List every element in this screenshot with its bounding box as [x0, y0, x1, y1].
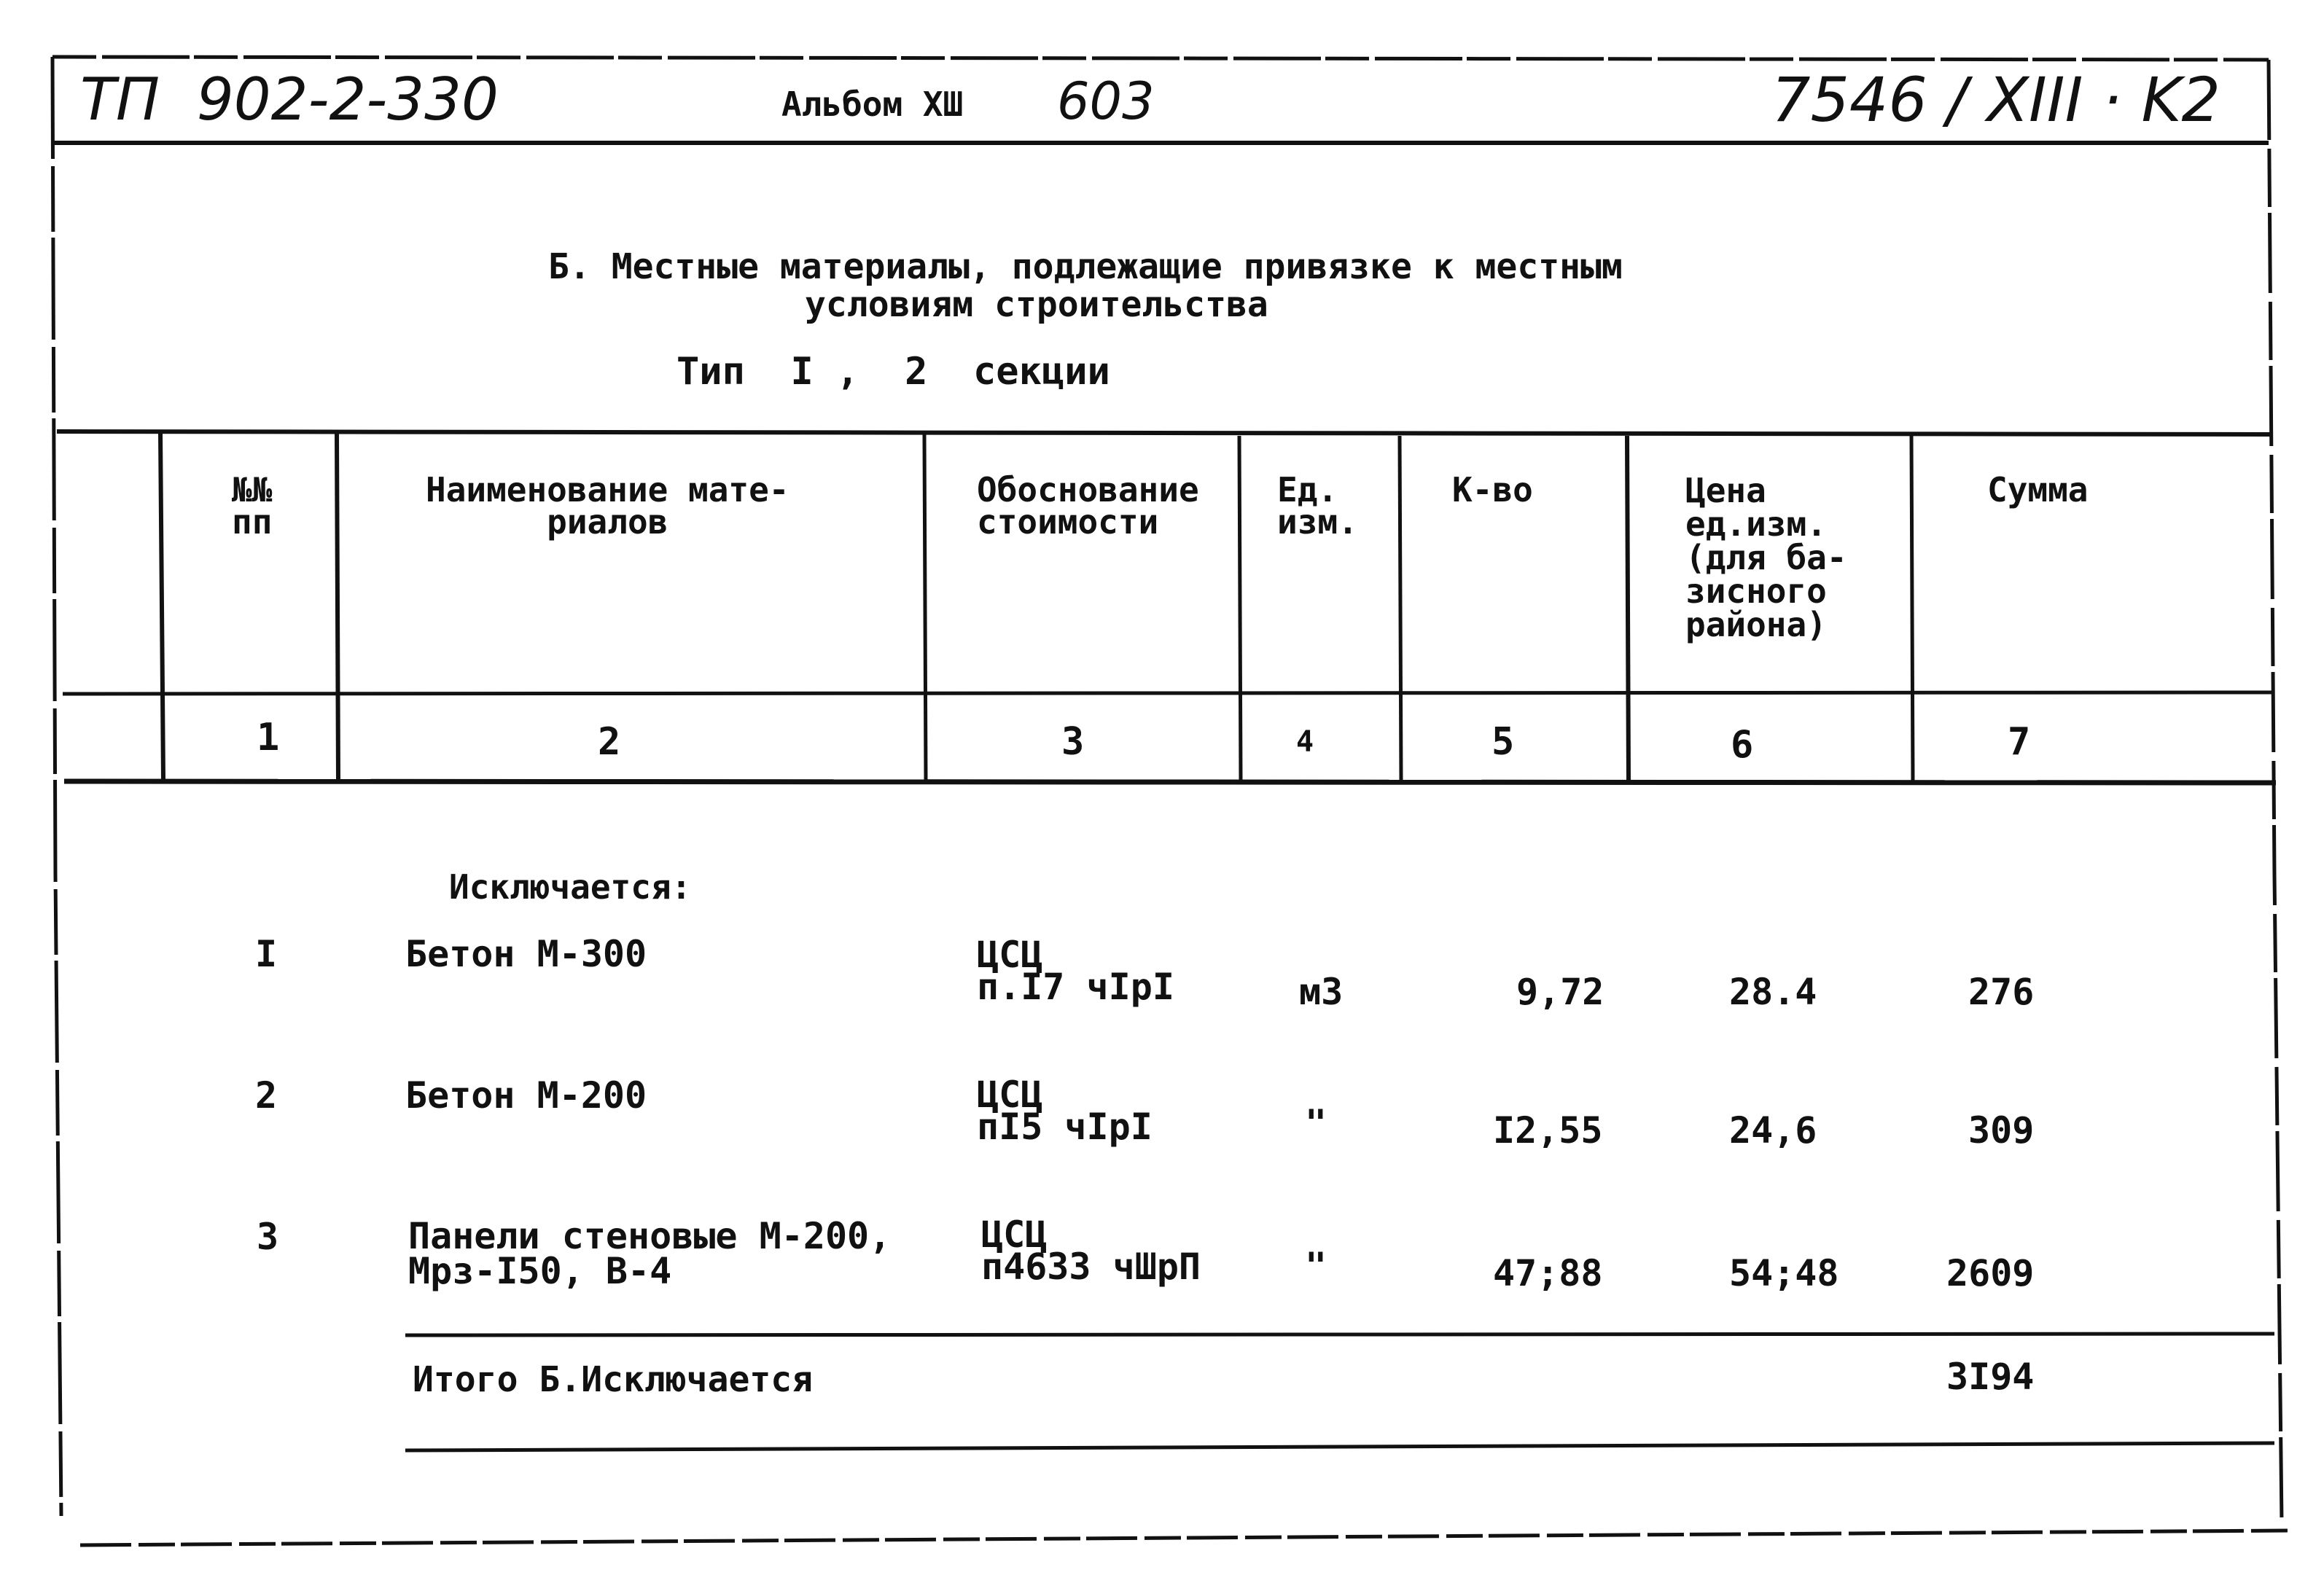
row-cost-basis: ЦСЦ пI5 чIpI	[977, 1074, 1153, 1148]
row-number: I	[255, 933, 278, 975]
row-number: 2	[255, 1074, 278, 1117]
page-title-line1: Б. Местные материалы, подлежащие привязке к местным	[548, 246, 1623, 287]
col-number-2: 2	[598, 720, 621, 764]
row-cost-basis: ЦСЦ п.I7 чIpI	[977, 934, 1174, 1008]
row-unit: "	[1305, 1245, 1327, 1287]
row-unit: "	[1305, 1102, 1327, 1144]
col-number-4: 4	[1296, 725, 1314, 759]
col-number-3: 3	[1061, 720, 1085, 764]
col-header-basis: Обоснование стоимости	[977, 470, 1199, 542]
col-number-1: 1	[257, 716, 280, 759]
row-sum: 2609	[1946, 1252, 2035, 1294]
page-subtitle: Тип I , 2 секции	[676, 350, 1110, 394]
row-cost-basis: ЦСЦ п4633 чШрП	[981, 1214, 1201, 1288]
album-label: Альбом XШ	[781, 85, 964, 124]
row-number: 3	[257, 1216, 279, 1258]
col-header-number: №№ пп	[232, 470, 273, 542]
inventory-code: 7546 / XIII · K2	[1771, 64, 2220, 136]
col-header-unit: Ед. изм.	[1277, 470, 1358, 542]
page-title-line2: условиям строительства	[805, 284, 1268, 325]
total-value: 3I94	[1946, 1356, 2035, 1398]
album-number: 603	[1057, 71, 1155, 131]
col-header-qty: К-во	[1452, 470, 1533, 509]
row-material-name: Бетон М-200	[405, 1074, 647, 1117]
col-number-7: 7	[2008, 720, 2031, 764]
row-sum: 309	[1968, 1109, 2035, 1152]
row-quantity: 9,72	[1516, 971, 1604, 1013]
row-unit: м3	[1299, 971, 1344, 1013]
row-material-name: Бетон М-300	[405, 933, 647, 975]
row-quantity: I2,55	[1493, 1109, 1603, 1152]
project-code: ТП 902-2-330	[80, 66, 499, 133]
col-header-price: Цена ед.изм. (для ба- зисного района)	[1685, 471, 1847, 644]
row-unit-price: 24,6	[1729, 1109, 1817, 1152]
section-label: Исключается:	[449, 867, 692, 907]
col-number-5: 5	[1492, 720, 1515, 764]
col-header-name: Наименование мате- риалов	[426, 470, 789, 542]
col-number-6: 6	[1731, 723, 1754, 767]
row-quantity: 47;88	[1493, 1252, 1603, 1294]
row-sum: 276	[1968, 971, 2035, 1013]
col-header-sum: Сумма	[1987, 470, 2089, 509]
row-unit-price: 54;48	[1729, 1252, 1839, 1294]
total-label: Итого Б.Исключается	[413, 1359, 814, 1400]
row-material-name: Панели стеновые М-200, Мрз-I50, В-4	[408, 1215, 892, 1292]
row-unit-price: 28.4	[1729, 971, 1817, 1013]
